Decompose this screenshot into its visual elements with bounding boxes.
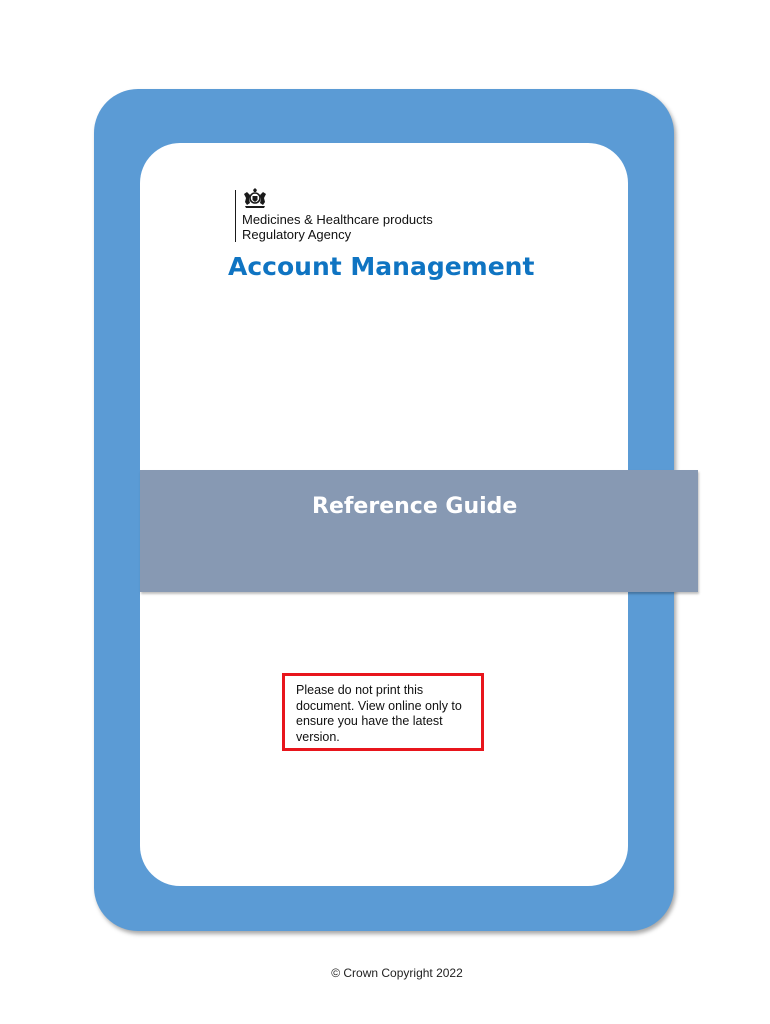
- reference-guide-title: Reference Guide: [312, 494, 518, 519]
- agency-name-line-2: Regulatory Agency: [242, 227, 352, 242]
- royal-coat-of-arms-icon: [242, 188, 268, 210]
- reference-guide-band: [140, 470, 698, 592]
- agency-name-line-1: Medicines & Healthcare products: [242, 212, 433, 227]
- print-warning-text: Please do not print this document. View online only to ensure you have the latest version.: [296, 683, 462, 744]
- logo-divider: [235, 190, 236, 242]
- copyright-notice: © Crown Copyright 2022: [331, 966, 463, 980]
- print-warning-box: [282, 673, 484, 751]
- document-title: Account Management: [228, 252, 535, 281]
